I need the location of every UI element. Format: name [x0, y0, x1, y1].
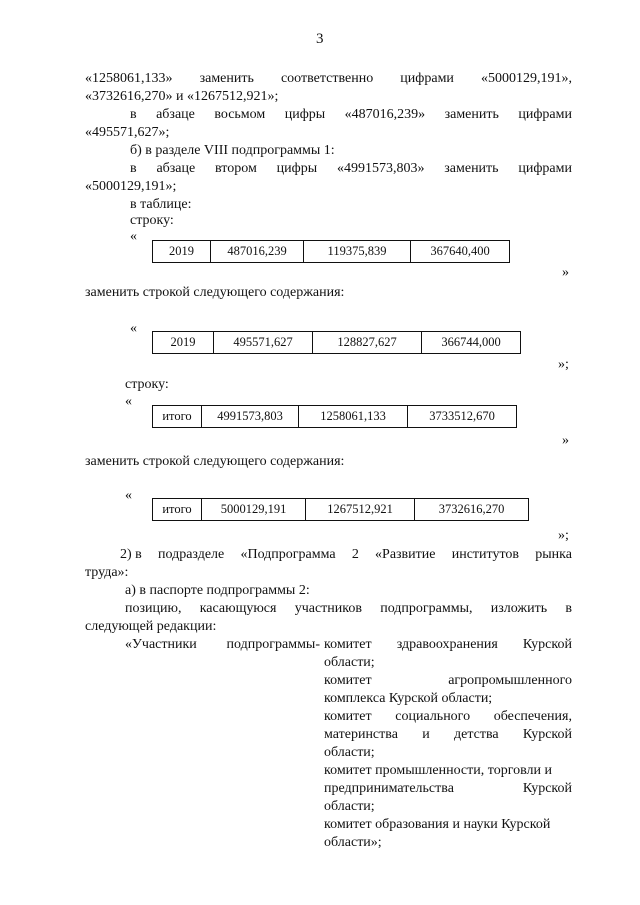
word: «Участники	[125, 637, 197, 652]
participant-line: комитет промышленности, торговли и	[324, 763, 552, 778]
table-cell: 5000129,191	[202, 499, 306, 521]
table-cell: 3733512,670	[408, 406, 517, 428]
participant-line: области;	[324, 655, 375, 670]
word: заменить	[444, 161, 499, 176]
word: комитет	[324, 637, 372, 652]
word: абзаце	[156, 161, 196, 176]
paragraph-line	[130, 160, 572, 177]
open-quote: «	[130, 321, 137, 336]
paragraph-line: строку:	[125, 377, 169, 392]
table-cell: 487016,239	[211, 241, 304, 263]
paragraph-line	[130, 106, 572, 123]
paragraph-line: заменить строкой следующего содержания:	[85, 454, 345, 469]
open-quote: «	[125, 488, 132, 503]
table-cell: итого	[153, 406, 202, 428]
word: здравоохранения	[396, 637, 498, 652]
word: 2	[351, 547, 359, 562]
close-quote: »;	[558, 528, 569, 543]
paragraph-line: заменить строкой следующего содержания:	[85, 285, 345, 300]
participant-line	[324, 780, 572, 797]
table-cell: 128827,627	[313, 332, 422, 354]
table-cell: 495571,627	[214, 332, 313, 354]
table-cell: 2019	[153, 241, 211, 263]
word: цифрами	[518, 107, 572, 122]
participant-line: области;	[324, 799, 375, 814]
paragraph-line: в таблице:	[130, 197, 192, 212]
table-row-new-2019	[152, 331, 521, 354]
table-cell: 366744,000	[422, 332, 521, 354]
word: и	[422, 727, 430, 742]
word: абзаце	[156, 107, 195, 122]
word: заменить	[444, 107, 499, 122]
table-cell: 1258061,133	[299, 406, 408, 428]
word: комитет	[324, 673, 372, 688]
paragraph-line	[125, 600, 572, 617]
word: цифрами	[400, 71, 454, 86]
word: касающуюся	[199, 601, 277, 616]
paragraph-line	[120, 546, 572, 563]
paragraph-line: а) в паспорте подпрограммы 2:	[125, 583, 310, 598]
word: подпрограммы,	[380, 601, 473, 616]
table-cell: 4991573,803	[202, 406, 299, 428]
participant-line	[324, 672, 572, 689]
word: агропромышленного	[448, 673, 572, 688]
paragraph-line: «5000129,191»;	[85, 179, 177, 194]
page-number: 3	[316, 31, 324, 47]
participant-line: комплекса Курской области;	[324, 691, 493, 706]
word: в	[130, 161, 137, 176]
word: Курской	[522, 727, 572, 742]
close-quote: »	[562, 265, 569, 280]
paragraph-line: «495571,627»;	[85, 125, 170, 140]
word: предпринимательства	[324, 781, 454, 796]
word: восьмом	[214, 107, 266, 122]
word: «Подпрограмма	[240, 547, 336, 562]
paragraph-line: строку:	[130, 213, 174, 228]
word: обеспечения,	[493, 709, 572, 724]
close-quote: »;	[558, 357, 569, 372]
table-row-old-total	[152, 405, 517, 428]
word: рынка	[535, 547, 572, 562]
word: «5000129,191»,	[481, 71, 572, 86]
paragraph-line: труда»:	[85, 565, 129, 580]
table-cell: 2019	[153, 332, 214, 354]
word: социального	[395, 709, 471, 724]
word: «487016,239»	[344, 107, 426, 122]
paragraph-line: б) в разделе VIII подпрограммы 1:	[130, 143, 335, 158]
close-quote: »	[562, 433, 569, 448]
participant-line	[324, 636, 572, 653]
word: «1258061,133»	[85, 71, 173, 86]
word: в	[130, 107, 137, 122]
table-row-new-total	[152, 498, 529, 521]
word: материнства	[324, 727, 398, 742]
word: втором	[215, 161, 257, 176]
table-cell: итого	[153, 499, 202, 521]
participant-line: комитет образования и науки Курской	[324, 817, 551, 832]
word: подпрограммы-	[226, 637, 320, 652]
word: заменить	[199, 71, 254, 86]
participant-line: области»;	[324, 835, 382, 850]
participant-line	[324, 708, 572, 725]
paragraph-line: следующей редакции:	[85, 619, 217, 634]
word: цифрами	[518, 161, 572, 176]
word: «Развитие	[375, 547, 436, 562]
word: институтов	[451, 547, 520, 562]
word: Курской	[522, 637, 572, 652]
word: детства	[454, 727, 499, 742]
paragraph-line	[85, 70, 572, 87]
word: изложить	[490, 601, 548, 616]
word: цифры	[284, 107, 326, 122]
word: в	[565, 601, 572, 616]
word: позицию,	[125, 601, 182, 616]
word: Курской	[522, 781, 572, 796]
word: цифры	[276, 161, 318, 176]
participant-line: области;	[324, 745, 375, 760]
table-cell: 1267512,921	[306, 499, 415, 521]
open-quote: «	[130, 229, 137, 244]
paragraph-line: «3732616,270» и «1267512,921»;	[85, 89, 279, 104]
participant-line	[324, 726, 572, 743]
open-quote: «	[125, 394, 132, 409]
participants-label	[125, 636, 320, 653]
word: подразделе	[158, 547, 225, 562]
table-cell: 3732616,270	[415, 499, 529, 521]
word: участников	[294, 601, 362, 616]
word: 2) в	[120, 547, 142, 562]
word: соответственно	[280, 71, 374, 86]
word: «4991573,803»	[336, 161, 425, 176]
table-cell: 119375,839	[304, 241, 411, 263]
table-cell: 367640,400	[411, 241, 510, 263]
word: комитет	[324, 709, 372, 724]
table-row-old-2019	[152, 240, 510, 263]
